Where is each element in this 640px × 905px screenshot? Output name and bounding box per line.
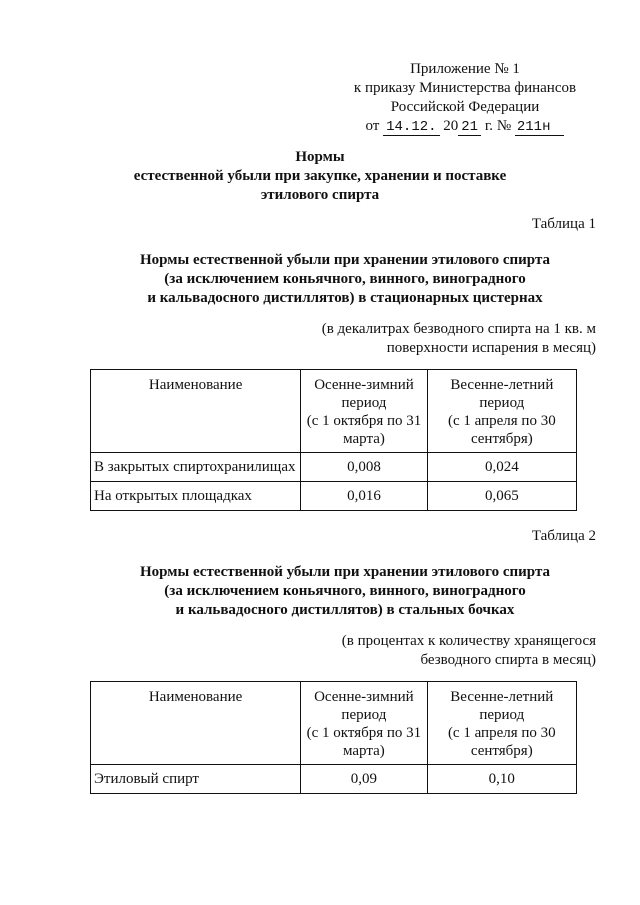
table2-header-spring-line-2: период — [479, 707, 525, 723]
table1-header-name: Наименование — [91, 370, 301, 453]
table1-units-line-1: (в декалитрах безводного спирта на 1 кв. м — [321, 321, 596, 337]
title-line-1: Нормы — [295, 149, 345, 165]
table2-header-spring-line-1: Весенне-летний — [450, 689, 554, 705]
table1-header-spring-line-2: период — [479, 395, 525, 411]
date-day: 14.12. — [383, 119, 439, 136]
date-year-start: 20 — [443, 118, 459, 134]
table1-header-autumn-line-3: (с 1 октября по 31 — [306, 413, 422, 429]
table2-row-1-name: Этиловый спирт — [91, 765, 301, 794]
table1 — [90, 369, 577, 511]
table2-header-name: Наименование — [91, 682, 301, 765]
table2-row-1-autumn: 0,09 — [301, 765, 427, 794]
date-year-end: 21 — [458, 119, 481, 136]
annex-line-2: к приказу Министерства финансов — [353, 80, 577, 96]
table2-header-spring-line-4: сентября) — [470, 743, 533, 759]
table1-row-1-autumn: 0,008 — [301, 453, 427, 482]
annex-line-1: Приложение № 1 — [410, 61, 520, 77]
title-line-2: естественной убыли при закупке, хранении и поставке — [133, 168, 507, 184]
table-row — [91, 765, 577, 794]
table1-header-autumn-line-2: период — [341, 395, 387, 411]
table2-header-spring-line-3: (с 1 апреля по 30 — [447, 725, 556, 741]
table1-title-line-1: Нормы естественной убыли при хранении этилового спирта — [139, 252, 550, 268]
table1-header-row — [91, 370, 577, 453]
table1-header-autumn-line-1: Осенне-зимний — [314, 377, 414, 393]
order-number: 211н — [515, 119, 565, 136]
table1-row-1-name: В закрытых спиртохранилищах — [91, 453, 301, 482]
table2-header-row — [91, 682, 577, 765]
table1-header-spring-line-3: (с 1 апреля по 30 — [447, 413, 556, 429]
table-row — [91, 453, 577, 482]
table1-row-2-spring: 0,065 — [427, 482, 576, 511]
date-prefix: от — [365, 118, 380, 134]
table2-header-autumn-line-2: период — [341, 707, 387, 723]
table2-header-autumn-line-1: Осенне-зимний — [314, 689, 414, 705]
table1-header-autumn — [301, 370, 427, 453]
table1-header-spring-line-4: сентября) — [470, 431, 533, 447]
table1-title — [0, 251, 640, 308]
document-title — [0, 148, 640, 205]
table-row — [91, 482, 577, 511]
table1-header-autumn-line-4: марта) — [343, 431, 385, 447]
table2-title-line-2: (за исключением коньячного, винного, виноградного — [164, 583, 526, 599]
table1-title-line-3: и кальвадосного дистиллятов) в стационарных цистернах — [147, 290, 543, 306]
annex-line-3: Российской Федерации — [390, 99, 540, 115]
table2-header-autumn — [301, 682, 427, 765]
title-line-3: этилового спирта — [260, 187, 380, 203]
annex-header — [335, 60, 595, 137]
table1-row-1-spring: 0,024 — [427, 453, 576, 482]
table2-row-1-spring: 0,10 — [427, 765, 576, 794]
table2-title-line-1: Нормы естественной убыли при хранении этилового спирта — [139, 564, 550, 580]
table2-units-line-2: безводного спирта в месяц) — [420, 652, 596, 668]
table1-row-2-name: На открытых площадках — [91, 482, 301, 511]
annex-date-line — [366, 117, 565, 137]
table2-units — [296, 632, 596, 670]
table1-row-2-autumn: 0,016 — [301, 482, 427, 511]
table2-title-line-3: и кальвадосного дистиллятов) в стальных бочках — [175, 602, 515, 618]
table1-title-line-2: (за исключением коньячного, винного, виноградного — [164, 271, 526, 287]
table2-units-line-1: (в процентах к количеству хранящегося — [341, 633, 596, 649]
table1-units — [296, 320, 596, 358]
table1-units-line-2: поверхности испарения в месяц) — [386, 340, 596, 356]
table1-header-spring-line-1: Весенне-летний — [450, 377, 554, 393]
table2-label: Таблица 2 — [531, 528, 596, 544]
number-prefix: № — [496, 118, 512, 134]
table1-label: Таблица 1 — [531, 216, 596, 232]
table2-title — [0, 563, 640, 620]
table2 — [90, 681, 577, 794]
table2-header-spring — [427, 682, 576, 765]
table2-header-autumn-line-4: марта) — [343, 743, 385, 759]
date-year-suffix: г. — [484, 118, 494, 134]
table1-header-spring — [427, 370, 576, 453]
table2-header-autumn-line-3: (с 1 октября по 31 — [306, 725, 422, 741]
